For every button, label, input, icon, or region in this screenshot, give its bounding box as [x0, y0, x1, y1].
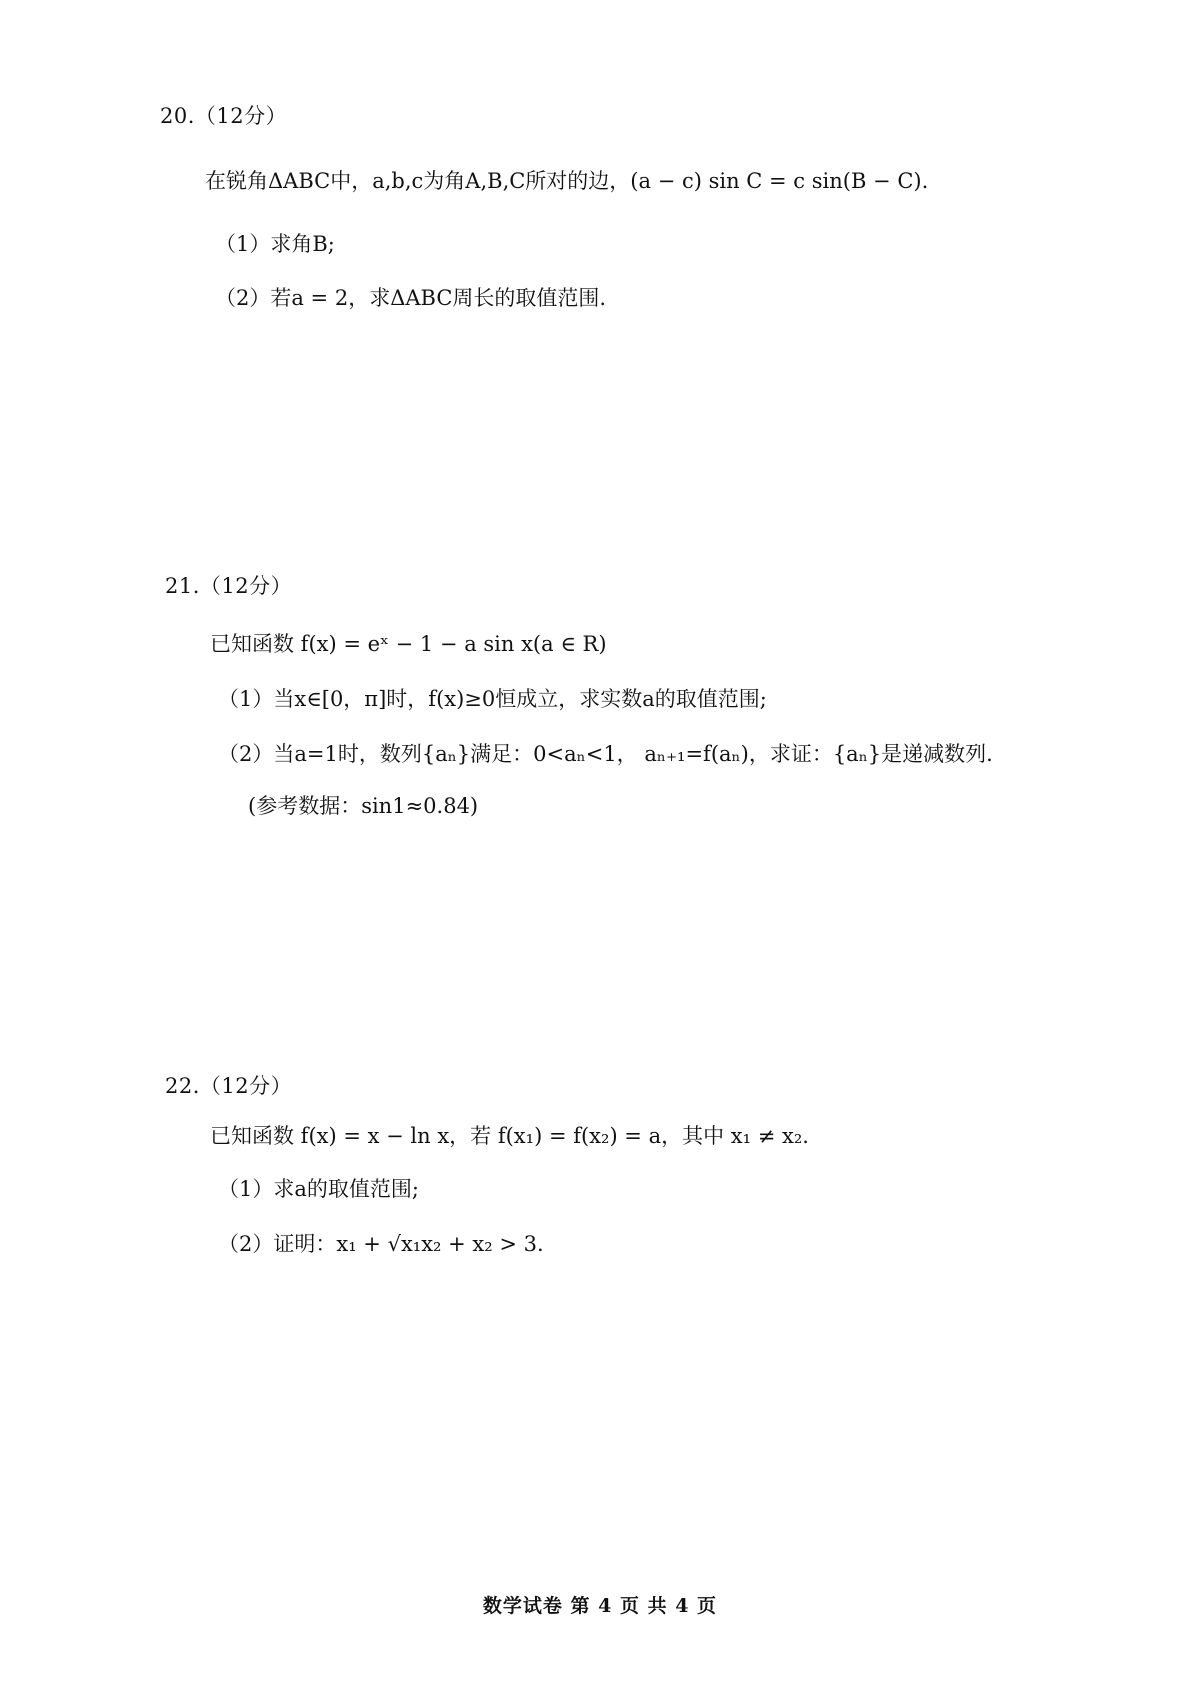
- page-footer: 数学试卷 第 4 页 共 4 页: [482, 1595, 718, 1617]
- question-20-header: 20.（12分）: [160, 104, 288, 128]
- question-21-part-1: （1）当x∈[0，π]时，f(x)≥0恒成立，求实数a的取值范围;: [218, 687, 767, 711]
- question-22-part-2: （2）证明：x₁ + √x₁x₂ + x₂ > 3.: [218, 1232, 544, 1256]
- question-21-part-2: （2）当a=1时，数列{aₙ}满足：0<aₙ<1， aₙ₊₁=f(aₙ)，求证：{aₙ}是递减数列.: [218, 742, 993, 766]
- question-21-header: 21.（12分）: [165, 574, 293, 598]
- question-22-stem: 已知函数 f(x) = x − ln x，若 f(x₁) = f(x₂) = a，其中 x₁ ≠ x₂.: [210, 1124, 809, 1148]
- question-20-part-2: （2）若a = 2，求ΔABC周长的取值范围.: [215, 286, 607, 310]
- question-20-stem: 在锐角ΔABC中，a,b,c为角A,B,C所对的边，(a − c) sin C = c sin(B − C).: [205, 169, 929, 193]
- question-20-part-1: （1）求角B;: [215, 232, 335, 256]
- question-22-part-1: （1）求a的取值范围;: [218, 1177, 419, 1201]
- question-21-stem: 已知函数 f(x) = eˣ − 1 − a sin x(a ∈ R): [210, 632, 607, 656]
- question-22-header: 22.（12分）: [165, 1074, 293, 1098]
- question-21-reference: (参考数据：sin1≈0.84): [248, 794, 479, 818]
